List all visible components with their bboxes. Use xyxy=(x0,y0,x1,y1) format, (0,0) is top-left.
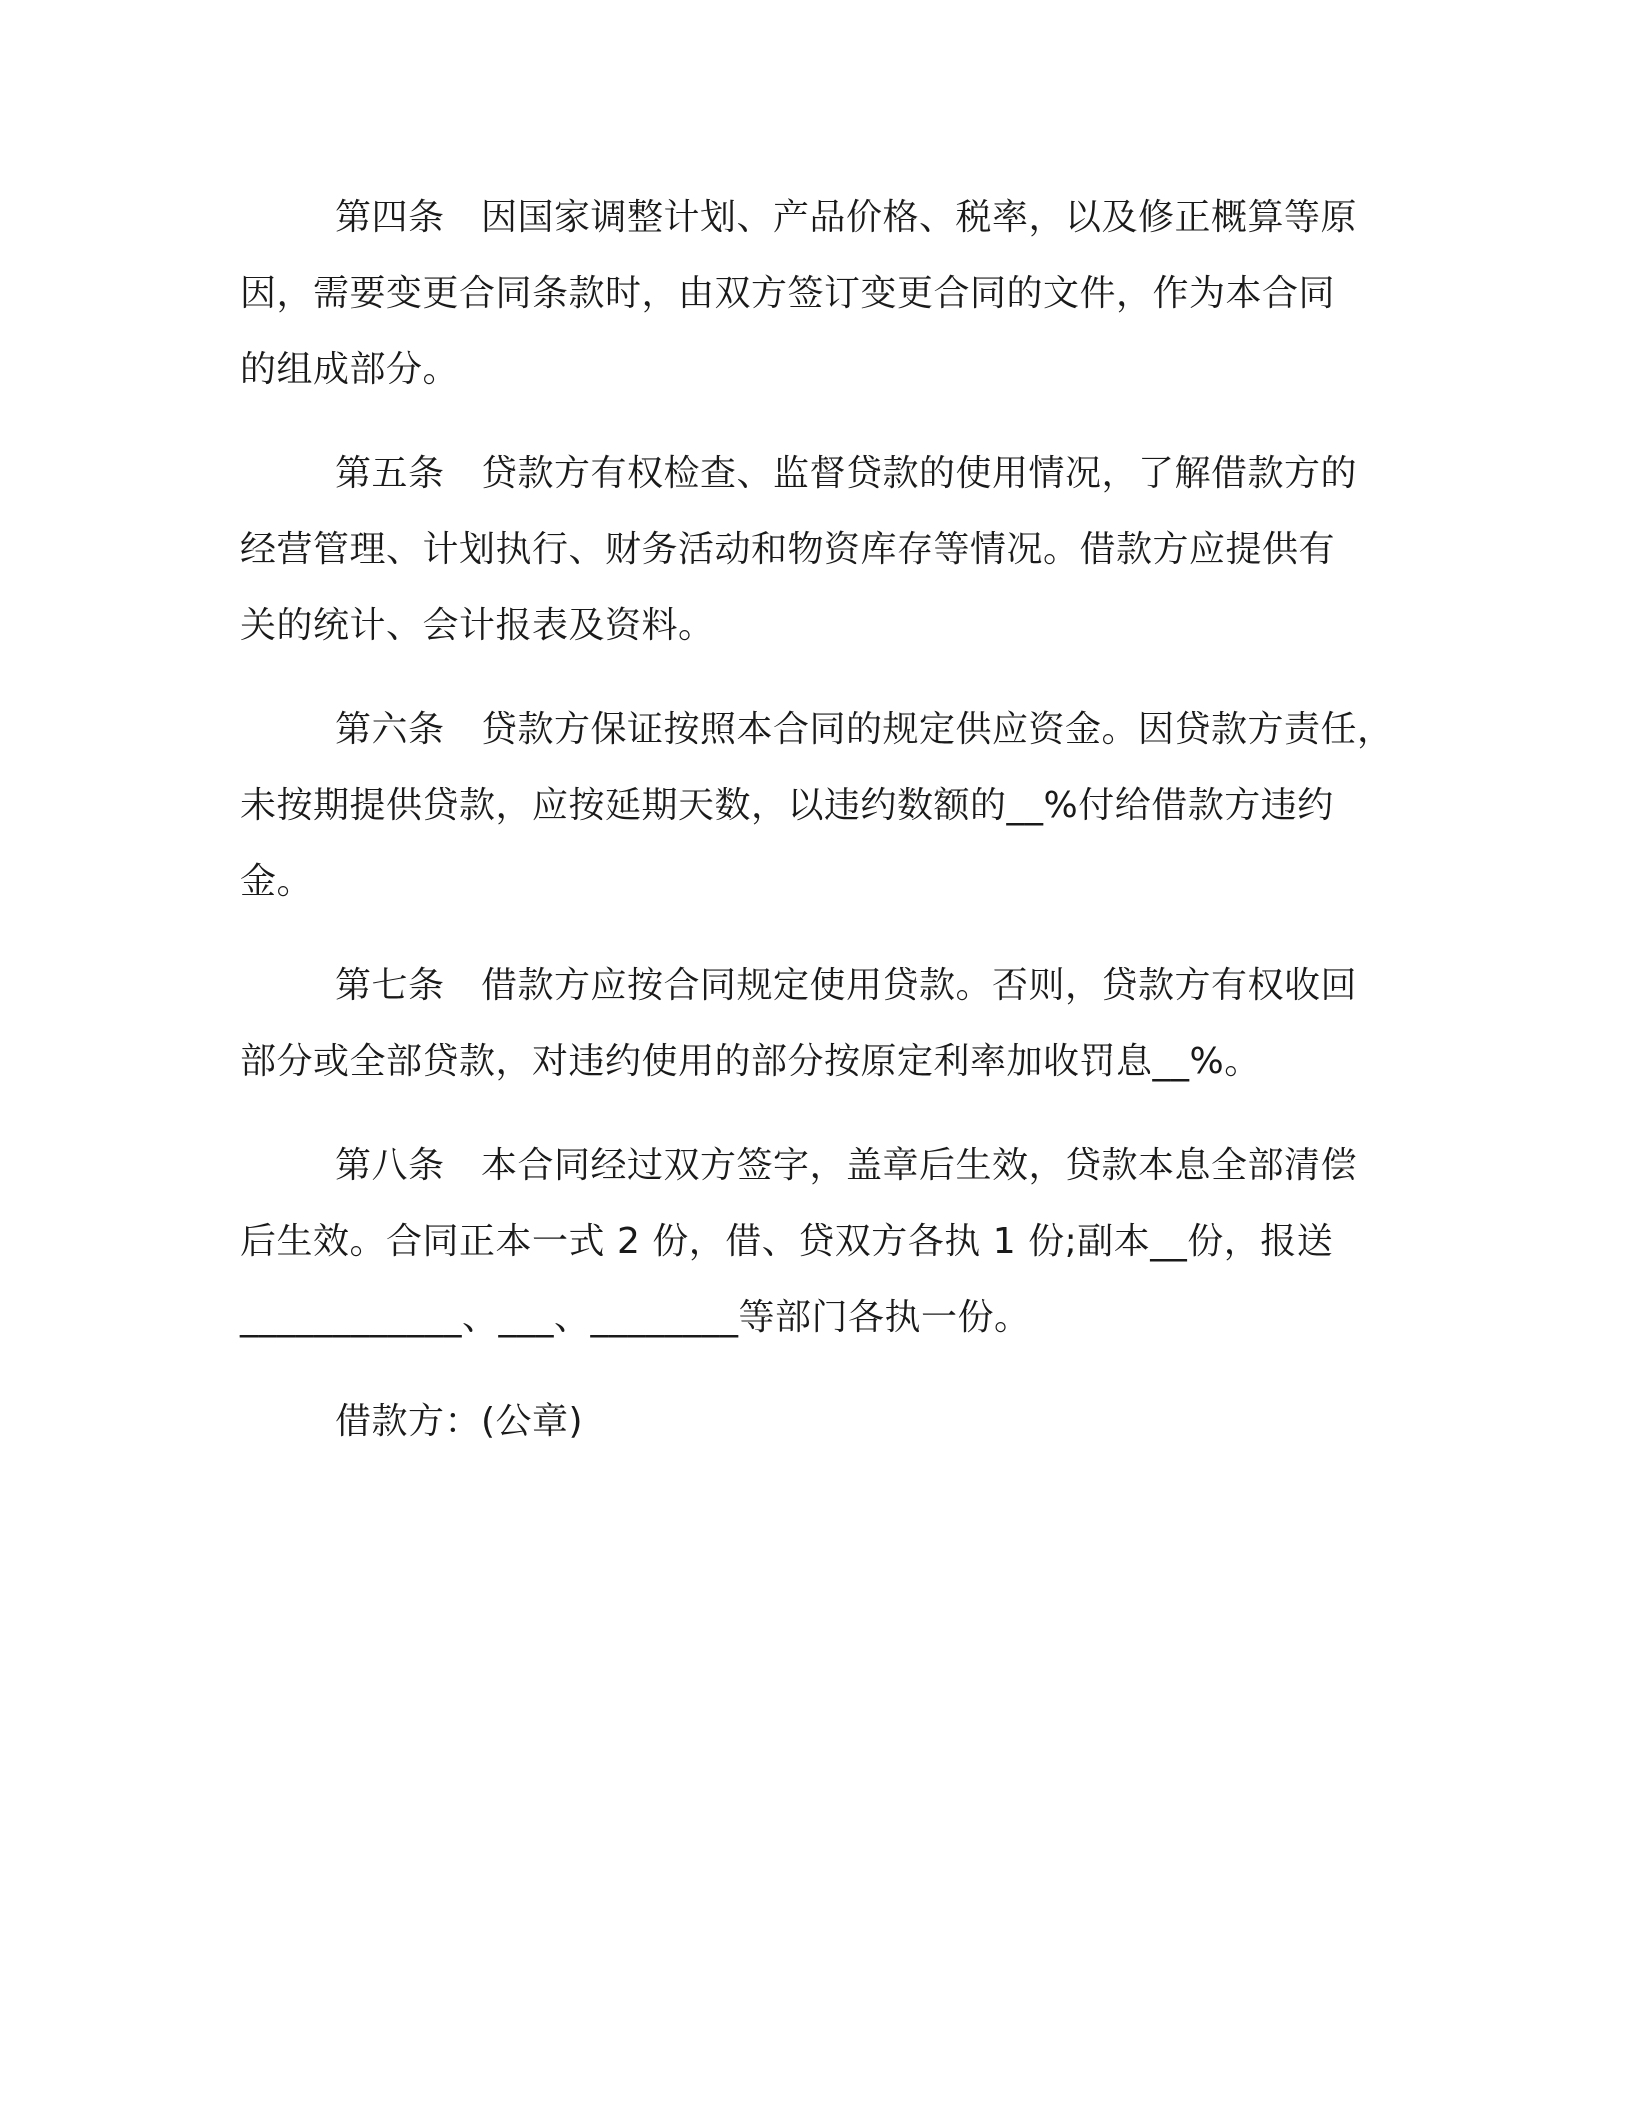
article-4-line-1: 第四条 因国家调整计划、产品价格、税率，以及修正概算等原 xyxy=(335,197,1358,238)
article-7-line-1: 第七条 借款方应按合同规定使用贷款。否则，贷款方有权收回 xyxy=(335,965,1358,1006)
article-6-line-3: 金。 xyxy=(240,861,314,902)
article-8-line-3: ____________、___、________等部门各执一份。 xyxy=(240,1297,1031,1338)
article-6-line-1: 第六条 贷款方保证按照本合同的规定供应资金。因贷款方责任， xyxy=(335,709,1394,750)
article-8-line-2: 后生效。合同正本一式 2 份，借、贷双方各执 1 份;副本__份，报送 xyxy=(240,1221,1334,1262)
article-4-line-2: 因，需要变更合同条款时，由双方签订变更合同的文件，作为本合同 xyxy=(240,273,1336,314)
borrower-seal-label: 借款方：(公章) xyxy=(335,1401,584,1442)
article-6-line-2: 未按期提供贷款，应按延期天数，以违约数额的__%付给借款方违约 xyxy=(240,785,1334,826)
article-5-line-3: 关的统计、会计报表及资料。 xyxy=(240,605,715,646)
article-4-line-3: 的组成部分。 xyxy=(240,349,460,390)
article-7-line-2: 部分或全部贷款，对违约使用的部分按原定利率加收罚息__%。 xyxy=(240,1041,1261,1082)
article-8-line-1: 第八条 本合同经过双方签字，盖章后生效，贷款本息全部清偿 xyxy=(335,1145,1358,1186)
article-5-line-1: 第五条 贷款方有权检查、监督贷款的使用情况，了解借款方的 xyxy=(335,453,1358,494)
article-5-line-2: 经营管理、计划执行、财务活动和物资库存等情况。借款方应提供有 xyxy=(240,529,1336,570)
